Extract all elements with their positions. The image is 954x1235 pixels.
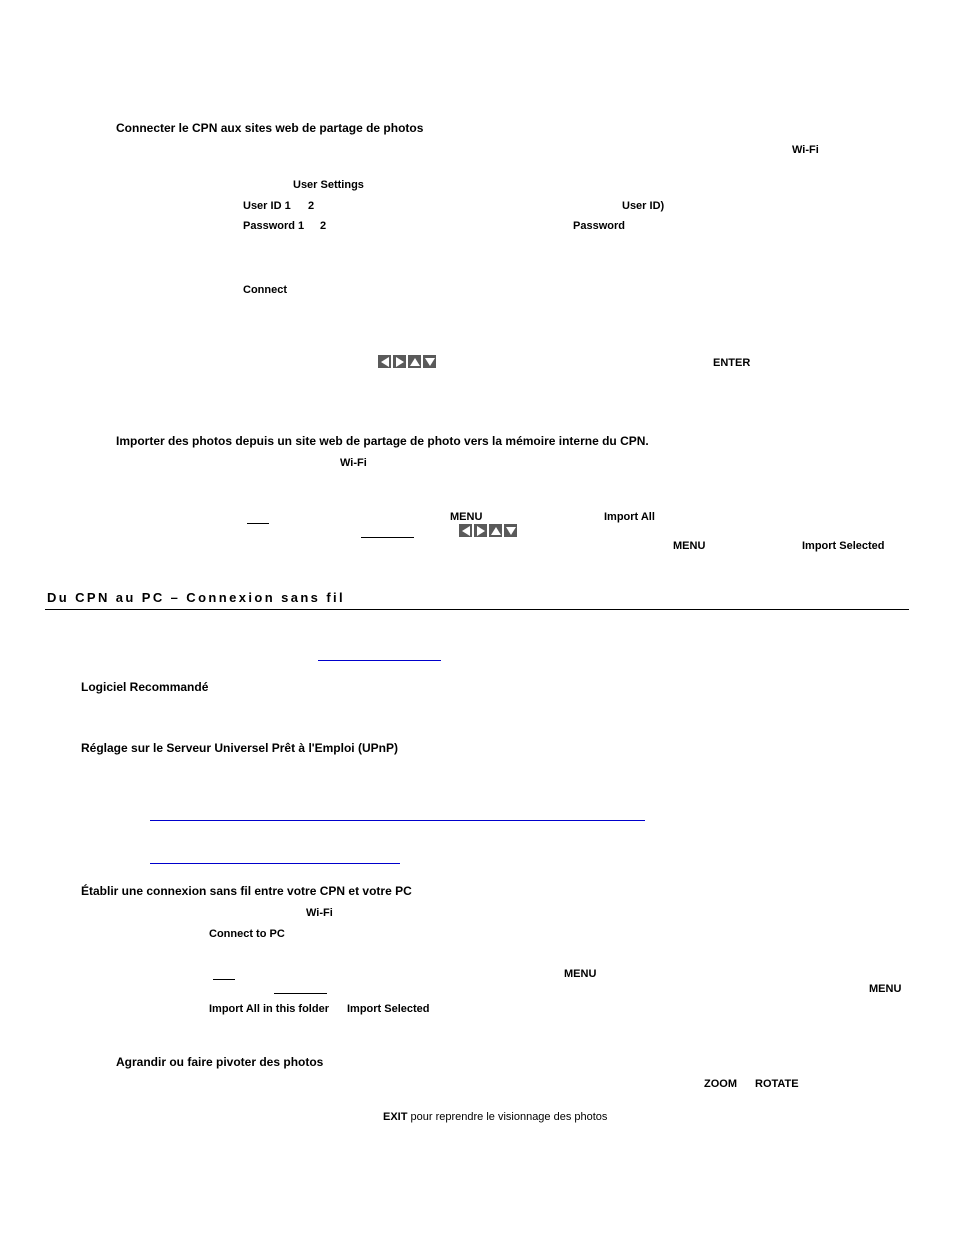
heading-import-photos: Importer des photos depuis un site web de partage de photo vers la mémoire interne du CPN. [116,434,649,448]
underline-blank [247,523,269,524]
heading-upnp-setup: Réglage sur le Serveur Universel Prêt à l'Emploi (UPnP) [81,741,398,755]
hyperlink-underline-1[interactable] [318,660,441,661]
import-all-folder-label: Import All in this folder [209,1003,329,1015]
wifi-label: Wi-Fi [792,144,819,156]
user-settings-label: User Settings [293,179,364,191]
password-right-label: Password [573,220,625,232]
arrow-right-icon [393,355,406,368]
zoom-label: ZOOM [704,1078,737,1090]
import-all-label: Import All [604,511,655,523]
arrow-up-icon [489,524,502,537]
import-selected-label: Import Selected [802,540,885,552]
password-number: 2 [320,220,327,232]
connect-to-pc-label: Connect to PC [209,928,285,940]
heading-connect-sharing-sites: Connecter le CPN aux sites web de partage de photos [116,121,424,135]
underline-blank-2 [361,537,414,538]
hyperlink-underline-2[interactable] [150,820,645,821]
heading-recommended-software: Logiciel Recommandé [81,680,209,694]
arrow-up-icon [408,355,421,368]
arrow-left-icon [378,355,391,368]
arrow-down-icon [504,524,517,537]
section-title: Du CPN au PC – Connexion sans fil [47,590,346,605]
enter-key-label: ENTER [713,357,751,369]
exit-instruction [383,1110,607,1124]
user-id-number: 2 [308,200,315,212]
exit-label: EXIT [383,1111,408,1123]
menu-label-4: MENU [869,983,902,995]
connect-label: Connect [243,284,287,296]
arrow-down-icon [423,355,436,368]
arrow-right-icon [474,524,487,537]
section-divider [45,609,909,610]
navigation-arrows-2 [459,524,517,537]
user-id-paren-label: User ID) [622,200,665,212]
menu-label-2: MENU [673,540,706,552]
menu-label-1: MENU [450,511,483,523]
rotate-label: ROTATE [755,1078,799,1090]
heading-wireless-connection: Établir une connexion sans fil entre votre CPN et votre PC [81,884,412,898]
heading-zoom-rotate: Agrandir ou faire pivoter des photos [116,1055,324,1069]
underline-blank-3 [213,979,235,980]
underline-blank-4 [274,993,327,994]
import-selected-label-2: Import Selected [347,1003,430,1015]
wifi-label-2: Wi-Fi [340,457,367,469]
arrow-left-icon [459,524,472,537]
password-label: Password 1 [243,220,305,232]
exit-instruction-text: pour reprendre le visionnage des photos [407,1111,608,1123]
menu-label-3: MENU [564,968,597,980]
user-id-label: User ID 1 [243,200,291,212]
hyperlink-underline-3[interactable] [150,863,400,864]
wifi-label-3: Wi-Fi [306,907,333,919]
navigation-arrows-1 [378,355,436,368]
